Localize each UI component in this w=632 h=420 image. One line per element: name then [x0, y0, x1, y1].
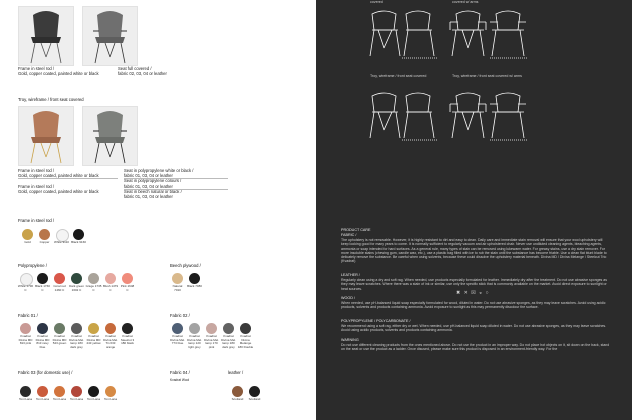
swatch-label: Blush 1479 C: [102, 284, 118, 292]
chair-illustration: [19, 107, 73, 165]
chair-photo-black-covered: [18, 6, 74, 66]
drawing-label-covered: covered: [370, 0, 383, 4]
divider: [18, 178, 118, 179]
swatch-label: White 1730 C: [17, 284, 34, 292]
care-heading: POLYPROPYLENE / POLYCARBONATE /: [341, 318, 411, 323]
color-swatch: [172, 273, 183, 284]
color-swatch: [71, 386, 82, 397]
swatch-label: Black 9160: [71, 240, 86, 244]
color-swatch: [105, 273, 116, 284]
swatch-label: Kvadrat Divina MD 813 pink: [18, 334, 33, 346]
drawing-troy-arm-chair: [450, 93, 486, 138]
chair-photo-leather-front: [18, 106, 74, 166]
color-swatch: [37, 386, 48, 397]
caption-line: Gold, copper coated, painted white or black: [18, 188, 99, 194]
color-swatch: [37, 323, 48, 334]
swatch-label: Kvadrat Divina MD 813 navy blue: [35, 334, 50, 349]
swatch-label: Kvadrat Divina Mel. lamp 180 dark grey: [221, 334, 236, 349]
drawing-troy-arm-chair-front: [490, 93, 528, 140]
care-heading: FABRIC /: [341, 233, 357, 237]
drawing-arm-chair: [450, 11, 486, 56]
swatch-label: Black 1760 C: [35, 284, 50, 292]
swatch-label: Kvadrat Steelcut 3 180 black: [120, 334, 135, 346]
color-swatch: [73, 229, 84, 240]
swatch-label: Toni Lana: [69, 397, 83, 401]
drawing-label-covered-arms: covered w/ arms: [452, 0, 479, 4]
caption-seat-2: [124, 168, 193, 199]
swatch-label: Toni Lana: [18, 397, 32, 401]
swatch-label: Natural 7010: [172, 284, 183, 292]
chair-photo-grey-front-arms: [82, 106, 138, 166]
caption-seat: [118, 66, 167, 76]
drawing-side-chair-front: [402, 11, 438, 58]
no-dry-icon: ☒: [471, 290, 477, 296]
care-heading: WOOD /: [341, 296, 355, 300]
chair-illustration: [83, 7, 137, 65]
care-paragraph: We recommend using a soft rag, either dry or wet. When needed, use pH-balanced liquid soap diluted in water. Do not use abrasive sponges, as they may leave scratches. Avoid using acidic products, solvents and products containing ammonia.: [341, 323, 607, 333]
color-swatch: [189, 323, 200, 334]
iron-icon: ◒: [479, 290, 484, 296]
color-swatch: [39, 229, 50, 240]
care-heading: LEATHER /: [341, 273, 360, 278]
drawing-arm-chair-front: [490, 11, 528, 58]
section-title-fabric04: Fabric 04 /: [170, 370, 190, 375]
color-swatch: [122, 273, 133, 284]
caption-line: fabric 01, 03, 04 or leather: [124, 173, 173, 179]
color-swatch: [240, 323, 251, 334]
color-swatch: [189, 273, 200, 284]
color-swatch: [223, 323, 234, 334]
drawing-side-chair: [370, 11, 400, 56]
caption-line: Frame in steel rod /: [18, 66, 55, 71]
chair-photo-grey-arms: [82, 6, 138, 66]
color-swatch: [105, 323, 116, 334]
care-paragraph: The upholstery is not removable. However, it is highly resistant to dirt and easy to clean. Daily care and immediate stain removal will ensure that your wool upholstery will keep looking good for many years to come. It is normally sufficient to regularly vacuum and air upholstered chair. Never use undiluted cleaning agents, bleaching agents, ammonia or soap intended for hard surfaces. As a general rule, many types of stain can be removed using lukewarm water. For greasy stains, use a dry stain remover. For more insoluble stains (chewing gum, candle wax, etc.), use a plastic bag filled with ice to rub the stain until the substance has become friable. Use a clean flat blunt blade to delicately remove the substance. Be careful when using solvents, because these could dissolve the upholstery material beneath. Divina MD / Divina Melange / Steelcut Trio (Kvadrat): [341, 238, 607, 264]
swatch-label: Kvadrat Divina Mel. lamp 183 dark grey: [69, 334, 84, 349]
swatch-label: Kvadrat Divina Mel. lamp 120 light grey: [187, 334, 202, 349]
color-swatch: [37, 273, 48, 284]
color-swatch: [71, 273, 82, 284]
color-swatch: [54, 273, 65, 284]
caption-line: Frame in steel rod /: [18, 168, 55, 173]
no-wash-icon: ✖: [456, 290, 462, 296]
swatch-label: Kvadrat Divina Mel. 773 blue: [170, 334, 185, 346]
caption-line: Seat in polypropylene colours /: [124, 178, 182, 184]
divider: [124, 178, 228, 179]
caption-line: Seat in polypropylene white or black /: [124, 168, 194, 173]
care-paragraph: Do not use different cleaning products from the ones mentioned above. Do not use the product in an improper way. Do not place hot objects on it, sit down on the back, stand on the seat or use the product as a ladder. Once disused, please make sure this product is disposed in an environment-friendly way. For the: [341, 342, 610, 351]
swatch-label: Toni Lana: [35, 397, 49, 401]
swatch-label: Kvadrat Divina MD 443 yellow: [86, 334, 101, 346]
divider: [124, 189, 228, 190]
dry-clean-icon: ○: [485, 290, 490, 296]
color-swatch: [232, 386, 243, 397]
drawing-label-troy-arms: Troy, wireframe / front seat covered w/ arms: [452, 74, 522, 78]
swatch-label: Scotland: [231, 397, 244, 401]
chair-illustration: [83, 107, 137, 165]
caption-line: Gold, copper coated, painted white or black: [18, 71, 99, 77]
color-swatch: [172, 323, 183, 334]
color-swatch: [20, 386, 31, 397]
care-paragraph: When needed, use pH-balanced liquid soap especially formulated for wood, diluted in water. Do not use abrasive sponges, as they may leave scratches. Avoid using acidic products, solvents and products containing ammonia. Avoid exposure to sunlight as this may permanently discolour the surface.: [341, 301, 606, 310]
drawing-troy-chair: [370, 93, 400, 138]
section-title-troy: Troy, wireframe / front seat covered: [18, 97, 84, 102]
swatch-label: Black 7080: [187, 284, 202, 288]
caption-line: Gold, copper coated, painted white or black: [18, 173, 99, 179]
swatch-label: Pink 1648 C: [120, 284, 135, 292]
no-bleach-icon: ✕: [463, 290, 469, 296]
section-title-fabric03: Fabric 03 (for domestic use) /: [18, 370, 73, 375]
swatch-label: Toni Lana: [86, 397, 100, 401]
color-swatch: [20, 323, 31, 334]
swatch-label: Grége 1735 C: [85, 284, 102, 292]
swatch-label: Kvadrat Divina Mel. lamp 170 pink: [204, 334, 219, 349]
color-swatch: [88, 386, 99, 397]
swatch-label: Scotland: [248, 397, 261, 401]
color-swatch: [54, 386, 65, 397]
drawing-troy-chair-front: [402, 93, 438, 140]
fabric04-subtitle: Kvadrat Wool: [170, 378, 190, 382]
swatch-label: Toni Lana: [52, 397, 66, 401]
swatch-label: Toni Lana: [103, 397, 117, 401]
caption-line: fabric 01, 03, 04 or leather: [124, 194, 173, 200]
caption-frame-2: [18, 168, 99, 194]
caption-frame: [18, 66, 99, 76]
care-paragraph: Regularly clean using a dry and soft rag. When needed, use products especially formulated for leather. Immediately dry after the treatment. Do not use abrasive sponges as they may leave scratches. Where there was a stain of ink or similar, use only the specific stick that is commonly available on the market. Avoid direct exposure to sunlight or heat sources.: [341, 278, 607, 291]
color-swatch: [88, 323, 99, 334]
care-heading: WARNING: [341, 337, 359, 342]
color-swatch: [54, 323, 65, 334]
section-title-frame: Frame in steel rod /: [18, 218, 55, 223]
swatch-label: White 9110: [54, 240, 69, 244]
color-swatch: [249, 386, 260, 397]
swatch-label: Kvadrat Divina Melange 180 Double: [237, 334, 254, 349]
color-swatch: [206, 323, 217, 334]
section-title-beech: Beech plywood /: [170, 263, 201, 268]
section-title-fabric01: Fabric 01 /: [18, 313, 38, 318]
caption-line: Seat in beech natural or black /: [124, 188, 182, 194]
color-swatch: [88, 273, 99, 284]
section-title-polypropylene: Polypropylene /: [18, 263, 47, 268]
drawing-label-troy: Troy, wireframe / front seat covered: [370, 74, 427, 78]
swatch-label: Dark green 1602 C: [69, 284, 84, 292]
swatch-label: Kvadrat Divina Mel. Tin 633 orange: [103, 334, 118, 349]
color-swatch: [105, 386, 116, 397]
color-swatch: [71, 323, 82, 334]
swatch-label: Gold: [24, 240, 31, 244]
swatch-label: Copper: [39, 240, 50, 244]
caption-line: fabric 01, 03, 04 or leather: [124, 183, 173, 189]
color-swatch: [22, 229, 33, 240]
right-page: [316, 0, 632, 420]
caption-line: Seat full covered /: [118, 66, 152, 71]
section-title-leather: leather /: [228, 370, 244, 375]
color-swatch: [122, 323, 133, 334]
care-heading: PRODUCT CARE: [341, 228, 371, 232]
swatch-label: Coral red 1460 C: [53, 284, 66, 292]
caption-line: fabric 02, 03, 04 or leather: [118, 71, 167, 77]
swatch-label: Kvadrat Divina MD 543 green: [52, 334, 67, 346]
section-title-fabric02: Fabric 02 /: [170, 313, 190, 318]
chair-illustration: [19, 7, 73, 65]
caption-line: Frame in steel rod /: [18, 183, 55, 189]
